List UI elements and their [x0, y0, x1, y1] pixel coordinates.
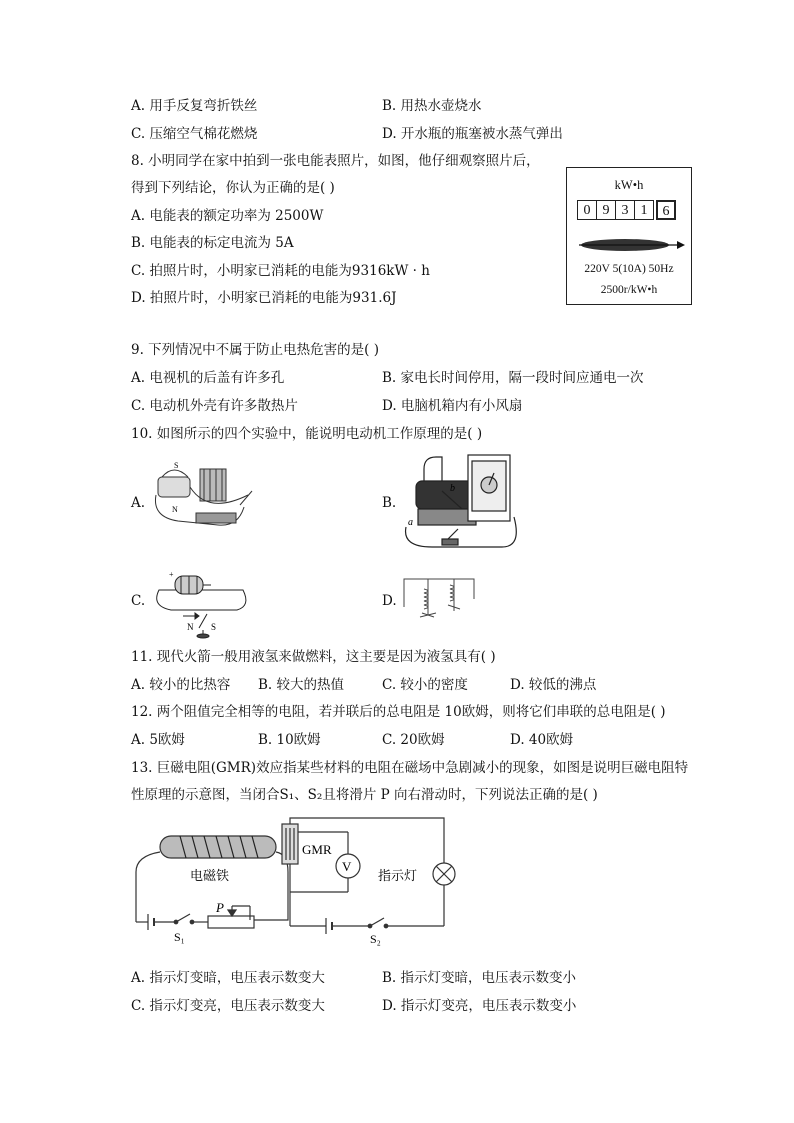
meter-digit: 1 — [634, 200, 654, 220]
q10-fig-a-n: N — [172, 505, 178, 514]
meter-spec-revs: 2500r/kW•h — [600, 284, 658, 296]
q9-option-a: A. 电视机的后盖有许多孔 — [131, 370, 285, 386]
q9-option-c: C. 电动机外壳有许多散热片 — [131, 398, 298, 414]
q13-fig-s1-label: S₁ — [174, 930, 185, 944]
q13-stem-line1: 13. 巨磁电阻(GMR)效应指某些材料的电阻在磁场中急剧减小的现象，如图是说明巨磁电阻特 — [131, 760, 689, 776]
q11-stem: 11. 现代火箭一般用液氢来做燃料，这主要是因为液氢具有( ) — [131, 649, 496, 665]
q13-fig-lamp-label: 指示灯 — [378, 868, 418, 883]
q10-fig-c-plus: + — [169, 570, 174, 579]
meter-digit: 9 — [596, 200, 616, 220]
q9-option-b: B. 家电长时间停用，隔一段时间应通电一次 — [382, 370, 644, 386]
q7-option-a: A. 用手反复弯折铁丝 — [131, 98, 258, 114]
meter-unit: kW•h — [614, 178, 644, 192]
q11-option-c: C. 较小的密度 — [382, 677, 468, 693]
q12-option-b: B. 10欧姆 — [258, 732, 321, 748]
q8-option-a: A. 电能表的额定功率为 2500W — [131, 208, 324, 224]
q13-fig-gmr-label: GMR — [302, 842, 332, 857]
q10-fig-a-s: S — [174, 461, 179, 470]
meter-digit: 0 — [577, 200, 597, 220]
q8-stem-line1: 8. 小明同学在家中拍到一张电能表照片，如图，他仔细观察照片后， — [131, 153, 540, 169]
q10-figure-a — [148, 455, 268, 535]
q13-fig-electromagnet-label: 电磁铁 — [190, 868, 230, 883]
q13-fig-s2-label: S₂ — [370, 932, 381, 946]
q10-fig-c-s: S — [211, 622, 217, 632]
q10-label-a: A. — [131, 495, 146, 511]
q12-option-a: A. 5欧姆 — [131, 732, 185, 748]
q13-option-b: B. 指示灯变暗，电压表示数变小 — [382, 970, 577, 986]
q13-fig-voltmeter-label: V — [342, 859, 352, 874]
q10-label-c: C. — [131, 593, 146, 609]
q11-option-b: B. 较大的热值 — [258, 677, 345, 693]
q8-stem-line2: 得到下列结论，你认为正确的是( ) — [131, 180, 335, 196]
q12-option-d: D. 40欧姆 — [510, 732, 574, 748]
q8-option-b: B. 电能表的标定电流为 5A — [131, 235, 294, 251]
q10-label-d: D. — [382, 593, 397, 609]
q10-figure-b — [402, 451, 532, 551]
q7-option-c: C. 压缩空气棉花燃烧 — [131, 126, 258, 142]
q13-fig-slider-label: P — [216, 900, 224, 915]
q10-figure-c — [147, 570, 257, 640]
q11-option-a: A. 较小的比热容 — [131, 677, 231, 693]
q7-option-d: D. 开水瓶的瓶塞被水蒸气弹出 — [382, 126, 563, 142]
meter-digit: 3 — [615, 200, 635, 220]
q13-option-d: D. 指示灯变亮，电压表示数变小 — [382, 998, 577, 1014]
electricity-meter-figure — [566, 167, 692, 305]
q10-figure-d — [402, 575, 482, 625]
q8-option-c: C. 拍照片时，小明家已消耗的电能为9316kW · h — [131, 263, 430, 279]
q10-fig-b-a: a — [408, 517, 413, 528]
q10-stem: 10. 如图所示的四个实验中，能说明电动机工作原理的是( ) — [131, 426, 483, 442]
q13-gmr-circuit-figure — [130, 814, 460, 944]
q7-option-b: B. 用热水壶烧水 — [382, 98, 482, 114]
q10-fig-b-b: b — [450, 483, 455, 494]
q8-option-d: D. 拍照片时，小明家已消耗的电能为931.6J — [131, 290, 397, 306]
meter-spec-rating: 220V 5(10A) 50Hz — [584, 263, 674, 275]
q12-stem: 12. 两个阻值完全相等的电阻，若并联后的总电阻是 10欧姆，则将它们串联的总电阻是( ) — [131, 704, 666, 720]
q13-stem-line2: 性原理的示意图，当闭合S₁、S₂且将滑片 P 向右滑动时，下列说法正确的是( ) — [131, 787, 598, 803]
q10-fig-c-n: N — [187, 622, 194, 632]
q9-stem: 9. 下列情况中不属于防止电热危害的是( ) — [131, 342, 379, 358]
q13-option-a: A. 指示灯变暗，电压表示数变大 — [131, 970, 325, 986]
q12-option-c: C. 20欧姆 — [382, 732, 445, 748]
q11-option-d: D. 较低的沸点 — [510, 677, 597, 693]
q9-option-d: D. 电脑机箱内有小风扇 — [382, 398, 523, 414]
meter-digit-decimal: 6 — [656, 200, 676, 220]
q13-option-c: C. 指示灯变亮，电压表示数变大 — [131, 998, 325, 1014]
q10-label-b: B. — [382, 495, 397, 511]
